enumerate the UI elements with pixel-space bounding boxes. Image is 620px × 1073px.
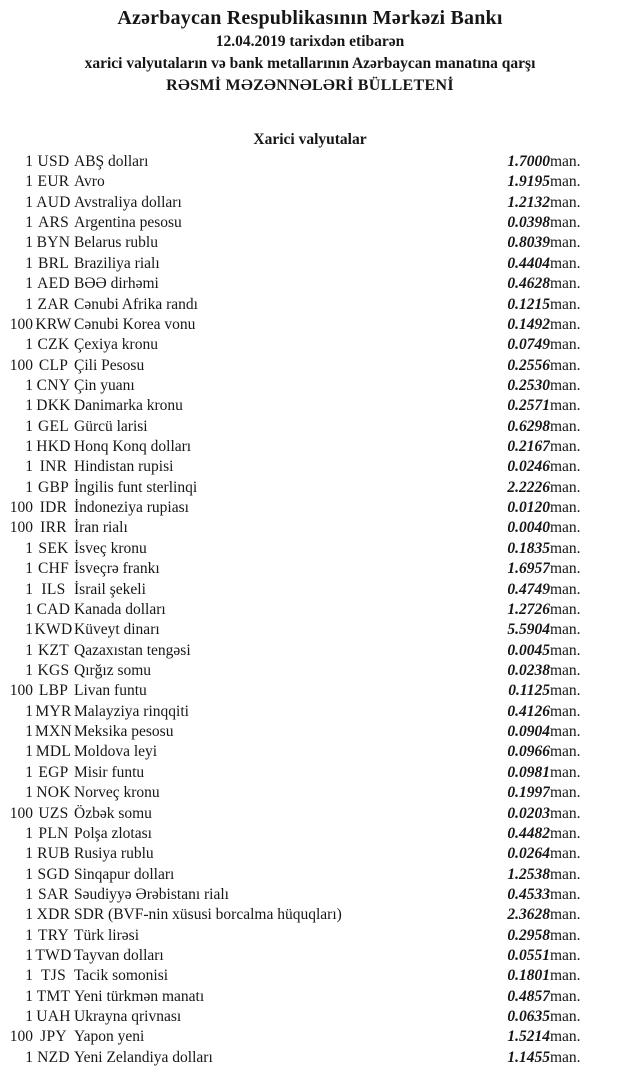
unit-cell: man. xyxy=(550,1048,581,1066)
quantity-cell: 1 xyxy=(25,1048,33,1066)
currency-name-cell: Braziliya rialı xyxy=(74,254,160,272)
currency-code-cell: MDL xyxy=(35,743,72,761)
unit-cell: man. xyxy=(550,885,581,903)
currency-row xyxy=(0,437,620,457)
currency-name-cell: Türk lirəsi xyxy=(74,926,139,944)
quantity-cell: 1 xyxy=(25,784,33,802)
currency-row xyxy=(0,661,620,681)
unit-cell: man. xyxy=(550,560,581,578)
currency-name-cell: Danimarka kronu xyxy=(74,397,183,415)
rate-value-cell: 0.4628 xyxy=(507,275,550,293)
currency-name-cell: Qazaxıstan tengəsi xyxy=(74,641,191,659)
quantity-cell: 1 xyxy=(25,478,33,496)
rate-value-cell: 0.4749 xyxy=(507,580,550,598)
quantity-cell: 1 xyxy=(25,824,33,842)
currency-code-cell: IDR xyxy=(39,499,68,517)
currency-code-cell: KGS xyxy=(37,661,70,679)
currency-name-cell: Moldova leyi xyxy=(74,743,158,761)
currency-code-cell: AED xyxy=(37,275,70,293)
currency-name-cell: Qırğız somu xyxy=(74,661,152,679)
unit-cell: man. xyxy=(550,763,581,781)
rate-value-cell: 0.0398 xyxy=(507,214,550,232)
currency-name-cell: Cənubi Korea vonu xyxy=(74,315,196,333)
unit-cell: man. xyxy=(550,295,581,313)
currency-code-cell: BRL xyxy=(37,254,70,272)
currency-code-cell: SAR xyxy=(37,885,70,903)
rate-value-cell: 0.0203 xyxy=(507,804,550,822)
rate-value-cell: 2.2226 xyxy=(507,478,550,496)
unit-cell: man. xyxy=(550,743,581,761)
unit-cell: man. xyxy=(550,845,581,863)
currency-row xyxy=(0,804,620,824)
currency-name-cell: SDR (BVF-nin xüsusi borcalma hüquqları) xyxy=(74,906,342,924)
unit-cell: man. xyxy=(550,275,581,293)
unit-cell: man. xyxy=(550,458,581,476)
currency-row xyxy=(0,722,620,742)
rate-value-cell: 0.0040 xyxy=(507,519,550,537)
currency-name-cell: Özbək somu xyxy=(74,804,152,822)
quantity-cell: 1 xyxy=(25,560,33,578)
currency-code-cell: KZT xyxy=(37,641,70,659)
currency-name-cell: Ukrayna qrivnası xyxy=(74,1008,182,1026)
currency-code-cell: USD xyxy=(37,153,70,170)
currency-row xyxy=(0,417,620,437)
currency-rates-table xyxy=(0,152,620,1068)
currency-code-cell: TJS xyxy=(40,967,67,985)
unit-cell: man. xyxy=(550,193,581,211)
currency-name-cell: Yapon yeni xyxy=(74,1028,145,1046)
quantity-cell: 100 xyxy=(9,356,33,374)
unit-cell: man. xyxy=(550,1008,581,1026)
quantity-cell: 1 xyxy=(25,641,33,659)
currency-code-cell: INR xyxy=(39,458,68,476)
rate-value-cell: 1.1455 xyxy=(507,1048,550,1066)
unit-cell: man. xyxy=(550,906,581,924)
currency-code-cell: CZK xyxy=(37,336,70,354)
unit-cell: man. xyxy=(550,376,581,394)
quantity-cell: 1 xyxy=(25,458,33,476)
currency-row xyxy=(0,783,620,803)
unit-cell: man. xyxy=(550,641,581,659)
unit-cell: man. xyxy=(550,417,581,435)
unit-cell: man. xyxy=(550,214,581,232)
rate-value-cell: 0.4857 xyxy=(507,987,550,1005)
section-title-foreign-currencies: Xarici valyutalar xyxy=(253,131,367,148)
unit-cell: man. xyxy=(550,865,581,883)
currency-name-cell: İsveçrə frankı xyxy=(74,560,160,578)
currency-row xyxy=(0,518,620,538)
unit-cell: man. xyxy=(550,804,581,822)
currency-code-cell: UZS xyxy=(38,804,69,822)
quantity-cell: 1 xyxy=(25,661,33,679)
quantity-cell: 1 xyxy=(25,214,33,232)
currency-row xyxy=(0,539,620,559)
unit-cell: man. xyxy=(550,702,581,720)
currency-row xyxy=(0,742,620,762)
currency-row xyxy=(0,478,620,498)
currency-code-cell: GEL xyxy=(37,417,70,435)
unit-cell: man. xyxy=(550,621,581,639)
rate-value-cell: 0.1492 xyxy=(507,315,550,333)
quantity-cell: 100 xyxy=(9,804,33,822)
rate-value-cell: 0.0904 xyxy=(507,723,550,741)
rate-value-cell: 0.6298 xyxy=(507,417,550,435)
currency-name-cell: Misir funtu xyxy=(74,763,145,781)
rate-value-cell: 0.0749 xyxy=(507,336,550,354)
unit-cell: man. xyxy=(550,987,581,1005)
rate-value-cell: 0.0966 xyxy=(507,743,550,761)
currency-name-cell: Honq Konq dolları xyxy=(74,438,192,456)
currency-name-cell: BƏƏ dirhəmi xyxy=(74,275,159,293)
currency-row xyxy=(0,356,620,376)
document-subtitle: xarici valyutaların və bank metallarının Azərbaycan manatına qarşı xyxy=(84,55,536,72)
currency-name-cell: Çin yuanı xyxy=(74,376,135,394)
quantity-cell: 1 xyxy=(25,173,33,191)
unit-cell: man. xyxy=(550,682,581,700)
rate-value-cell: 0.0264 xyxy=(507,845,550,863)
currency-code-cell: EUR xyxy=(37,173,70,191)
rate-value-cell: 0.2556 xyxy=(507,356,550,374)
quantity-cell: 1 xyxy=(25,193,33,211)
unit-cell: man. xyxy=(550,580,581,598)
currency-name-cell: İndoneziya rupiası xyxy=(74,499,189,517)
quantity-cell: 1 xyxy=(25,987,33,1005)
unit-cell: man. xyxy=(550,234,581,252)
currency-name-cell: Cənubi Afrika randı xyxy=(74,295,198,313)
rate-value-cell: 0.0120 xyxy=(507,499,550,517)
currency-code-cell: CNY xyxy=(36,376,71,394)
quantity-cell: 1 xyxy=(25,539,33,557)
currency-row xyxy=(0,763,620,783)
unit-cell: man. xyxy=(550,336,581,354)
currency-name-cell: Gürcü larisi xyxy=(74,417,148,435)
currency-row xyxy=(0,1007,620,1027)
quantity-cell: 1 xyxy=(25,600,33,618)
unit-cell: man. xyxy=(550,723,581,741)
currency-code-cell: LBP xyxy=(38,682,69,700)
currency-code-cell: ARS xyxy=(37,214,70,232)
currency-code-cell: TMT xyxy=(36,987,71,1005)
bulletin-title: RƏSMİ MƏZƏNNƏLƏRİ BÜLLETENİ xyxy=(166,77,454,94)
currency-name-cell: İran rialı xyxy=(74,519,128,537)
rate-value-cell: 0.2958 xyxy=(507,926,550,944)
currency-name-cell: Avro xyxy=(74,173,105,191)
currency-name-cell: Tacik somonisi xyxy=(74,967,169,985)
quantity-cell: 1 xyxy=(25,234,33,252)
currency-row xyxy=(0,885,620,905)
unit-cell: man. xyxy=(550,967,581,985)
rate-value-cell: 1.2538 xyxy=(507,865,550,883)
currency-name-cell: Livan funtu xyxy=(74,682,147,700)
unit-cell: man. xyxy=(550,947,581,965)
currency-row xyxy=(0,681,620,701)
currency-row xyxy=(0,966,620,986)
currency-row xyxy=(0,498,620,518)
quantity-cell: 100 xyxy=(9,315,33,333)
quantity-cell: 1 xyxy=(25,336,33,354)
unit-cell: man. xyxy=(550,824,581,842)
quantity-cell: 1 xyxy=(25,417,33,435)
currency-row xyxy=(0,905,620,925)
currency-code-cell: ILS xyxy=(41,580,66,598)
currency-row xyxy=(0,620,620,640)
effective-date-line: 12.04.2019 tarixdən etibarən xyxy=(215,33,405,50)
currency-name-cell: Rusiya rublu xyxy=(74,845,154,863)
currency-name-cell: Meksika pesosu xyxy=(74,723,174,741)
currency-row xyxy=(0,641,620,661)
unit-cell: man. xyxy=(550,478,581,496)
currency-code-cell: JPY xyxy=(40,1028,67,1046)
unit-cell: man. xyxy=(550,254,581,272)
rate-value-cell: 0.1125 xyxy=(508,682,550,700)
quantity-cell: 1 xyxy=(25,926,33,944)
currency-code-cell: SEK xyxy=(38,539,69,557)
rate-value-cell: 0.0635 xyxy=(507,1008,550,1026)
currency-row xyxy=(0,559,620,579)
currency-rates-table-body xyxy=(0,152,620,1068)
currency-row xyxy=(0,600,620,620)
rate-value-cell: 0.8039 xyxy=(507,234,550,252)
rate-value-cell: 2.3628 xyxy=(507,906,550,924)
bank-title: Azərbaycan Respublikasının Mərkəzi Bankı xyxy=(117,7,503,29)
quantity-cell: 1 xyxy=(25,763,33,781)
currency-row xyxy=(0,865,620,885)
currency-name-cell: Belarus rublu xyxy=(74,234,158,252)
rate-value-cell: 0.4482 xyxy=(507,824,550,842)
currency-row xyxy=(0,946,620,966)
currency-code-cell: MXN xyxy=(34,723,73,741)
quantity-cell: 1 xyxy=(25,254,33,272)
currency-code-cell: CLP xyxy=(38,356,69,374)
quantity-cell: 1 xyxy=(25,621,33,639)
unit-cell: man. xyxy=(550,153,581,170)
currency-code-cell: RUB xyxy=(37,845,70,863)
rate-value-cell: 0.0246 xyxy=(507,458,550,476)
currency-name-cell: Çili Pesosu xyxy=(74,356,145,374)
currency-row xyxy=(0,172,620,192)
unit-cell: man. xyxy=(550,600,581,618)
currency-name-cell: Avstraliya dolları xyxy=(74,193,182,211)
currency-row xyxy=(0,152,620,172)
currency-name-cell: ABŞ dolları xyxy=(74,153,149,170)
currency-name-cell: Yeni Zelandiya dolları xyxy=(74,1048,213,1066)
quantity-cell: 1 xyxy=(25,580,33,598)
currency-row xyxy=(0,457,620,477)
currency-row xyxy=(0,1048,620,1068)
rate-value-cell: 1.2726 xyxy=(507,600,550,618)
currency-code-cell: EGP xyxy=(38,763,69,781)
currency-code-cell: ZAR xyxy=(37,295,70,313)
currency-row xyxy=(0,254,620,274)
quantity-cell: 1 xyxy=(25,947,33,965)
quantity-cell: 1 xyxy=(25,885,33,903)
quantity-cell: 1 xyxy=(25,275,33,293)
quantity-cell: 100 xyxy=(9,682,33,700)
rate-value-cell: 0.4404 xyxy=(507,254,550,272)
currency-code-cell: HKD xyxy=(36,438,71,456)
unit-cell: man. xyxy=(550,356,581,374)
quantity-cell: 1 xyxy=(25,702,33,720)
quantity-cell: 1 xyxy=(25,376,33,394)
currency-row xyxy=(0,987,620,1007)
currency-code-cell: KWD xyxy=(34,621,73,639)
quantity-cell: 1 xyxy=(25,723,33,741)
quantity-cell: 1 xyxy=(25,438,33,456)
currency-name-cell: Küveyt dinarı xyxy=(74,621,160,639)
currency-name-cell: Yeni türkmən manatı xyxy=(74,987,205,1005)
currency-row xyxy=(0,396,620,416)
rate-value-cell: 1.7000 xyxy=(507,153,550,170)
rate-value-cell: 1.9195 xyxy=(507,173,550,191)
rate-value-cell: 0.0551 xyxy=(507,947,550,965)
rate-value-cell: 0.4126 xyxy=(507,702,550,720)
currency-row xyxy=(0,213,620,233)
rate-value-cell: 0.0981 xyxy=(507,763,550,781)
currency-row xyxy=(0,335,620,355)
rate-value-cell: 0.1835 xyxy=(507,539,550,557)
currency-name-cell: Səudiyyə Ərəbistanı rialı xyxy=(74,885,229,903)
currency-row xyxy=(0,233,620,253)
unit-cell: man. xyxy=(550,784,581,802)
currency-code-cell: TRY xyxy=(37,926,70,944)
rate-value-cell: 1.2132 xyxy=(507,193,550,211)
rate-value-cell: 0.2530 xyxy=(507,376,550,394)
rate-value-cell: 0.1215 xyxy=(507,295,550,313)
document-header xyxy=(0,0,620,97)
rate-value-cell: 1.5214 xyxy=(507,1028,550,1046)
currency-row xyxy=(0,844,620,864)
currency-name-cell: Tayvan dolları xyxy=(74,947,164,965)
currency-code-cell: TWD xyxy=(35,947,72,965)
unit-cell: man. xyxy=(550,539,581,557)
quantity-cell: 100 xyxy=(9,1028,33,1046)
rate-value-cell: 1.6957 xyxy=(507,560,550,578)
quantity-cell: 100 xyxy=(9,519,33,537)
currency-row xyxy=(0,926,620,946)
quantity-cell: 1 xyxy=(25,865,33,883)
quantity-cell: 1 xyxy=(25,295,33,313)
currency-row xyxy=(0,193,620,213)
currency-code-cell: NZD xyxy=(37,1048,70,1066)
quantity-cell: 1 xyxy=(25,845,33,863)
currency-row xyxy=(0,315,620,335)
currency-name-cell: Kanada dolları xyxy=(74,600,166,618)
currency-code-cell: KRW xyxy=(35,315,72,333)
unit-cell: man. xyxy=(550,315,581,333)
quantity-cell: 1 xyxy=(25,397,33,415)
currency-code-cell: BYN xyxy=(36,234,71,252)
currency-row xyxy=(0,295,620,315)
currency-row xyxy=(0,580,620,600)
quantity-cell: 1 xyxy=(25,906,33,924)
rate-value-cell: 0.2571 xyxy=(507,397,550,415)
currency-name-cell: Norveç kronu xyxy=(74,784,160,802)
currency-name-cell: Malayziya rinqqiti xyxy=(74,702,189,720)
currency-name-cell: Sinqapur dolları xyxy=(74,865,175,883)
currency-code-cell: CAD xyxy=(36,600,71,618)
currency-code-cell: MYR xyxy=(35,702,72,720)
unit-cell: man. xyxy=(550,438,581,456)
currency-name-cell: İngilis funt sterlinqi xyxy=(74,478,198,496)
currency-row xyxy=(0,1027,620,1047)
currency-code-cell: NOK xyxy=(36,784,71,802)
currency-name-cell: Argentina pesosu xyxy=(74,214,182,232)
quantity-cell: 1 xyxy=(25,967,33,985)
rate-value-cell: 0.1801 xyxy=(507,967,550,985)
rate-value-cell: 0.1997 xyxy=(507,784,550,802)
currency-code-cell: AUD xyxy=(36,193,71,211)
currency-name-cell: İsrail şekeli xyxy=(74,580,146,598)
rate-value-cell: 0.2167 xyxy=(507,438,550,456)
unit-cell: man. xyxy=(550,519,581,537)
currency-name-cell: Polşa zlotası xyxy=(74,824,152,842)
rate-value-cell: 0.4533 xyxy=(507,885,550,903)
quantity-cell: 100 xyxy=(9,499,33,517)
quantity-cell: 1 xyxy=(25,1008,33,1026)
currency-code-cell: IRR xyxy=(40,519,67,537)
rate-value-cell: 5.5904 xyxy=(507,621,550,639)
currency-code-cell: UAH xyxy=(36,1008,71,1026)
currency-name-cell: Çexiya kronu xyxy=(74,336,158,354)
rate-value-cell: 0.0238 xyxy=(507,661,550,679)
quantity-cell: 1 xyxy=(25,743,33,761)
currency-code-cell: PLN xyxy=(38,824,69,842)
unit-cell: man. xyxy=(550,926,581,944)
unit-cell: man. xyxy=(550,1028,581,1046)
currency-name-cell: İsveç kronu xyxy=(74,539,147,557)
currency-row xyxy=(0,376,620,396)
unit-cell: man. xyxy=(550,661,581,679)
rate-value-cell: 0.0045 xyxy=(507,641,550,659)
unit-cell: man. xyxy=(550,173,581,191)
currency-row xyxy=(0,824,620,844)
currency-name-cell: Hindistan rupisi xyxy=(74,458,174,476)
currency-code-cell: DKK xyxy=(36,397,71,415)
currency-row xyxy=(0,702,620,722)
currency-code-cell: GBP xyxy=(37,478,70,496)
unit-cell: man. xyxy=(550,397,581,415)
currency-code-cell: CHF xyxy=(37,560,70,578)
currency-code-cell: XDR xyxy=(36,906,71,924)
currency-code-cell: SGD xyxy=(37,865,70,883)
currency-row xyxy=(0,274,620,294)
unit-cell: man. xyxy=(550,499,581,517)
quantity-cell: 1 xyxy=(25,153,33,170)
